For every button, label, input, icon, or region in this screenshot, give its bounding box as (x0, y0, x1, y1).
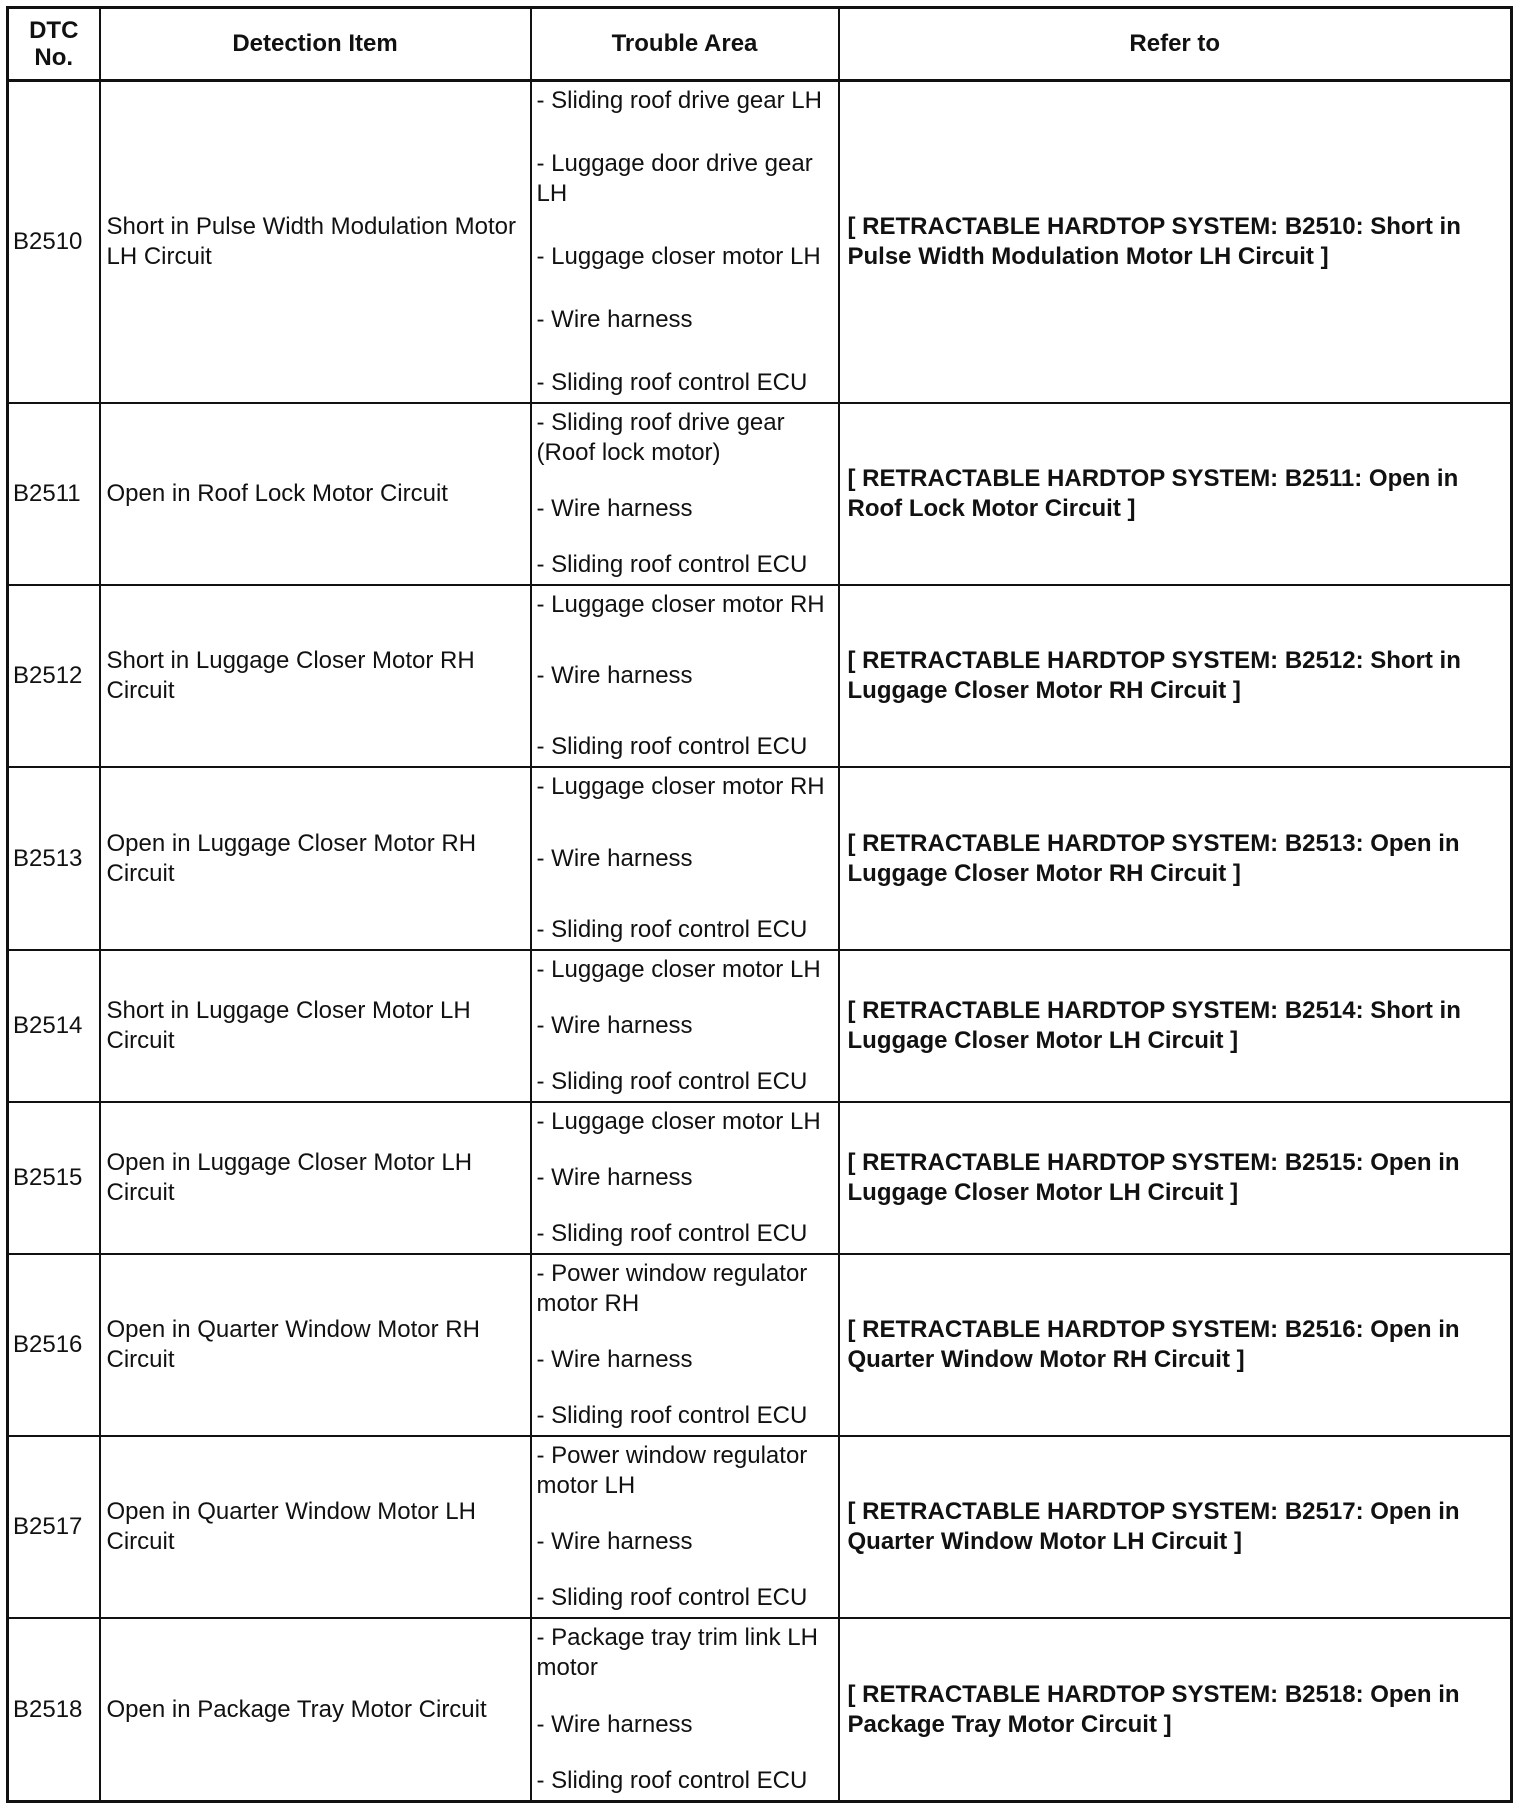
trouble-area-list (537, 1441, 834, 1613)
table-row (8, 1436, 1512, 1618)
trouble-area-entry: - Wire harness (536, 306, 693, 333)
dtc-table (6, 6, 1513, 1803)
trouble-area-list (537, 86, 834, 398)
trouble-area (531, 1254, 839, 1436)
trouble-area-entry: - Wire harness (536, 1012, 693, 1039)
trouble-area-list (537, 772, 834, 945)
trouble-area-entry: - Luggage closer motor RH (536, 773, 825, 800)
dtc-code: B2517 (8, 1436, 100, 1618)
trouble-area-entry: - Wire harness (536, 662, 693, 689)
trouble-area-entry: - Sliding roof control ECU (536, 1220, 808, 1247)
trouble-area-entry: - Sliding roof control ECU (536, 1767, 808, 1794)
refer-to-link[interactable]: [ RETRACTABLE HARDTOP SYSTEM: B2514: Short in Luggage Closer Motor LH Circuit ] (839, 950, 1512, 1102)
trouble-area-entry: - Wire harness (536, 495, 693, 522)
trouble-area (531, 585, 839, 767)
trouble-area-entry: - Power window regulator motor LH (536, 1442, 808, 1499)
trouble-area-list (537, 1259, 834, 1431)
trouble-area (531, 1618, 839, 1802)
trouble-area-entry: - Sliding roof control ECU (536, 551, 808, 578)
trouble-area-entry: - Wire harness (536, 1528, 693, 1555)
table-body (8, 81, 1512, 1802)
trouble-area-entry: - Sliding roof drive gear LH (536, 87, 822, 114)
dtc-code: B2510 (8, 81, 100, 404)
trouble-area-entry: - Package tray trim link LH motor (536, 1624, 818, 1681)
trouble-area (531, 81, 839, 404)
trouble-area-list (537, 1107, 834, 1249)
detection-item: Open in Roof Lock Motor Circuit (100, 403, 531, 585)
table-row (8, 767, 1512, 950)
trouble-area-entry: - Wire harness (536, 844, 693, 872)
trouble-area-entry: - Sliding roof control ECU (536, 1402, 808, 1429)
trouble-area (531, 1436, 839, 1618)
dtc-code: B2516 (8, 1254, 100, 1436)
trouble-area-entry: - Luggage closer motor LH (536, 1108, 821, 1135)
trouble-area-entry: - Sliding roof drive gear (Roof lock motor) (536, 409, 785, 466)
header-detection-item: Detection Item (100, 8, 531, 81)
trouble-area (531, 1102, 839, 1254)
header-trouble-area: Trouble Area (531, 8, 839, 81)
trouble-area-entry: - Sliding roof control ECU (536, 733, 808, 760)
trouble-area-entry: - Sliding roof control ECU (536, 916, 808, 943)
refer-to-link[interactable]: [ RETRACTABLE HARDTOP SYSTEM: B2510: Short in Pulse Width Modulation Motor LH Circuit ] (839, 81, 1512, 404)
detection-item: Open in Package Tray Motor Circuit (100, 1618, 531, 1802)
refer-to-link[interactable]: [ RETRACTABLE HARDTOP SYSTEM: B2518: Open in Package Tray Motor Circuit ] (839, 1618, 1512, 1802)
detection-item: Open in Quarter Window Motor LH Circuit (100, 1436, 531, 1618)
refer-to-link[interactable]: [ RETRACTABLE HARDTOP SYSTEM: B2511: Open in Roof Lock Motor Circuit ] (839, 403, 1512, 585)
refer-to-link[interactable]: [ RETRACTABLE HARDTOP SYSTEM: B2517: Open in Quarter Window Motor LH Circuit ] (839, 1436, 1512, 1618)
detection-item: Open in Luggage Closer Motor RH Circuit (100, 767, 531, 950)
dtc-code: B2515 (8, 1102, 100, 1254)
table-row (8, 585, 1512, 767)
trouble-area-entry: - Luggage closer motor LH (536, 956, 821, 983)
header-row (8, 8, 1512, 81)
trouble-area-entry: - Wire harness (536, 1164, 693, 1191)
dtc-code: B2511 (8, 403, 100, 585)
table-row (8, 1254, 1512, 1436)
refer-to-link[interactable]: [ RETRACTABLE HARDTOP SYSTEM: B2512: Short in Luggage Closer Motor RH Circuit ] (839, 585, 1512, 767)
refer-to-link[interactable]: [ RETRACTABLE HARDTOP SYSTEM: B2516: Open in Quarter Window Motor RH Circuit ] (839, 1254, 1512, 1436)
dtc-code: B2518 (8, 1618, 100, 1802)
detection-item: Short in Luggage Closer Motor LH Circuit (100, 950, 531, 1102)
table-row (8, 950, 1512, 1102)
trouble-area-entry: - Sliding roof control ECU (536, 369, 808, 396)
table-row (8, 1102, 1512, 1254)
detection-item: Short in Pulse Width Modulation Motor LH Circuit (100, 81, 531, 404)
trouble-area-entry: - Luggage closer motor LH (536, 243, 821, 270)
trouble-area-entry: - Luggage closer motor RH (536, 591, 825, 618)
trouble-area-list (537, 955, 834, 1097)
table-row (8, 81, 1512, 404)
trouble-area (531, 767, 839, 950)
trouble-area-entry: - Sliding roof control ECU (536, 1068, 808, 1095)
header-refer-to: Refer to (839, 8, 1512, 81)
detection-item: Open in Quarter Window Motor RH Circuit (100, 1254, 531, 1436)
trouble-area-list (537, 590, 834, 762)
trouble-area-list (537, 408, 834, 580)
detection-item: Open in Luggage Closer Motor LH Circuit (100, 1102, 531, 1254)
trouble-area-entry: - Power window regulator motor RH (536, 1260, 808, 1317)
detection-item: Short in Luggage Closer Motor RH Circuit (100, 585, 531, 767)
dtc-code: B2512 (8, 585, 100, 767)
header-dtc-no: DTC No. (8, 8, 100, 81)
trouble-area-list (537, 1623, 834, 1796)
table-header (8, 8, 1512, 81)
refer-to-link[interactable]: [ RETRACTABLE HARDTOP SYSTEM: B2515: Open in Luggage Closer Motor LH Circuit ] (839, 1102, 1512, 1254)
trouble-area-entry: - Sliding roof control ECU (536, 1584, 808, 1611)
trouble-area (531, 403, 839, 585)
table-row (8, 1618, 1512, 1802)
refer-to-link[interactable]: [ RETRACTABLE HARDTOP SYSTEM: B2513: Open in Luggage Closer Motor RH Circuit ] (839, 767, 1512, 950)
trouble-area (531, 950, 839, 1102)
dtc-code: B2514 (8, 950, 100, 1102)
trouble-area-entry: - Wire harness (536, 1710, 693, 1738)
dtc-code: B2513 (8, 767, 100, 950)
trouble-area-entry: - Wire harness (536, 1346, 693, 1373)
table-row (8, 403, 1512, 585)
trouble-area-entry: - Luggage door drive gear LH (536, 150, 813, 207)
